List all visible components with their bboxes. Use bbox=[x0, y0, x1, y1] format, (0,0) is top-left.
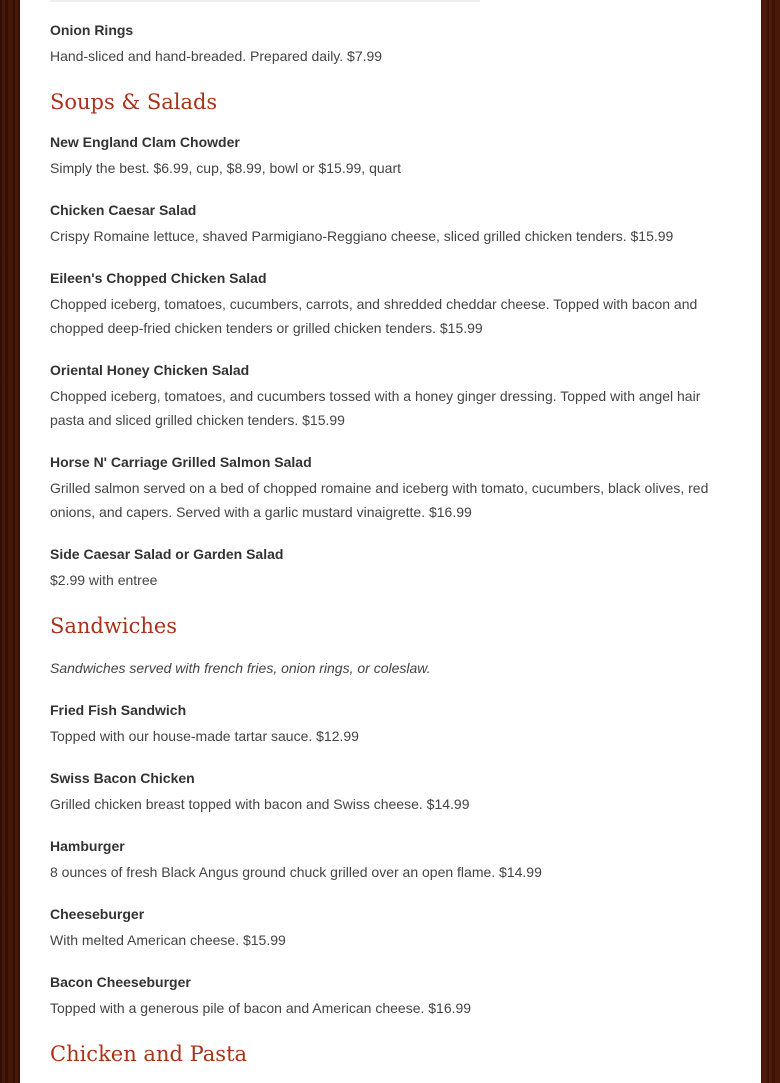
wood-background-right bbox=[760, 0, 780, 1083]
menu-item bbox=[50, 972, 710, 1020]
menu-item-name: Cheeseburger bbox=[50, 906, 145, 922]
cropped-text-line bbox=[50, 0, 480, 2]
menu-item-description: Chopped iceberg, tomatoes, and cucumbers tossed with a honey ginger dressing. Topped with angel hair pasta and sliced grilled chicken tenders. $15.99 bbox=[50, 388, 701, 428]
menu-item bbox=[50, 700, 710, 748]
menu-item-name: Hamburger bbox=[50, 838, 125, 854]
section-heading-sandwiches: Sandwiches bbox=[50, 614, 178, 638]
menu-item-description: Crispy Romaine lettuce, shaved Parmigiano-Reggiano cheese, sliced grilled chicken tenders. $15.99 bbox=[50, 228, 674, 244]
menu-item-description: Grilled chicken breast topped with bacon and Swiss cheese. $14.99 bbox=[50, 796, 470, 812]
menu-item bbox=[50, 360, 710, 432]
menu-item-description: Grilled salmon served on a bed of chopped romaine and iceberg with tomato, cucumbers, black olives, red onions, and capers. Served with a garlic mustard vinaigrette. $16.99 bbox=[50, 480, 709, 520]
menu-item-name: Chicken Caesar Salad bbox=[50, 202, 197, 218]
menu-item bbox=[50, 768, 710, 816]
section-note: Sandwiches served with french fries, onion rings, or coleslaw. bbox=[50, 660, 431, 676]
menu-item-name: Side Caesar Salad or Garden Salad bbox=[50, 546, 284, 562]
menu-item-name: Oriental Honey Chicken Salad bbox=[50, 362, 250, 378]
menu-item bbox=[50, 200, 710, 248]
menu-item-name: Horse N' Carriage Grilled Salmon Salad bbox=[50, 454, 312, 470]
menu-item bbox=[50, 904, 710, 952]
menu-item-description: Simply the best. $6.99, cup, $8.99, bowl or $15.99, quart bbox=[50, 160, 401, 176]
menu-item bbox=[50, 544, 710, 592]
menu-item-description: With melted American cheese. $15.99 bbox=[50, 932, 286, 948]
wood-background-left bbox=[0, 0, 20, 1083]
menu-item-description: Topped with a generous pile of bacon and American cheese. $16.99 bbox=[50, 1000, 472, 1016]
section-heading-chicken-pasta: Chicken and Pasta bbox=[50, 1042, 248, 1066]
menu-item-name: New England Clam Chowder bbox=[50, 134, 240, 150]
menu-item bbox=[50, 836, 710, 884]
menu-item-name: Fried Fish Sandwich bbox=[50, 702, 187, 718]
menu-item-description: Hand-sliced and hand-breaded. Prepared daily. $7.99 bbox=[50, 48, 383, 64]
menu-item bbox=[50, 132, 710, 180]
menu-item-description: 8 ounces of fresh Black Angus ground chuck grilled over an open flame. $14.99 bbox=[50, 864, 542, 880]
menu-item-name: Eileen's Chopped Chicken Salad bbox=[50, 270, 267, 286]
menu-panel bbox=[20, 0, 761, 1083]
menu-content bbox=[50, 0, 710, 1083]
section-heading-soups-salads: Soups & Salads bbox=[50, 90, 218, 114]
menu-item bbox=[50, 452, 710, 524]
menu-item-description: Topped with our house-made tartar sauce. $12.99 bbox=[50, 728, 359, 744]
menu-item bbox=[50, 268, 710, 340]
menu-item-name: Onion Rings bbox=[50, 22, 134, 38]
menu-item-name: Swiss Bacon Chicken bbox=[50, 770, 195, 786]
menu-item-name: Bacon Cheeseburger bbox=[50, 974, 191, 990]
menu-item-description: Chopped iceberg, tomatoes, cucumbers, carrots, and shredded cheddar cheese. Topped with bacon and chopped deep-fried chicken tenders or grilled chicken tenders. $15.99 bbox=[50, 296, 698, 336]
menu-item bbox=[50, 20, 710, 68]
menu-item-description: $2.99 with entree bbox=[50, 572, 158, 588]
